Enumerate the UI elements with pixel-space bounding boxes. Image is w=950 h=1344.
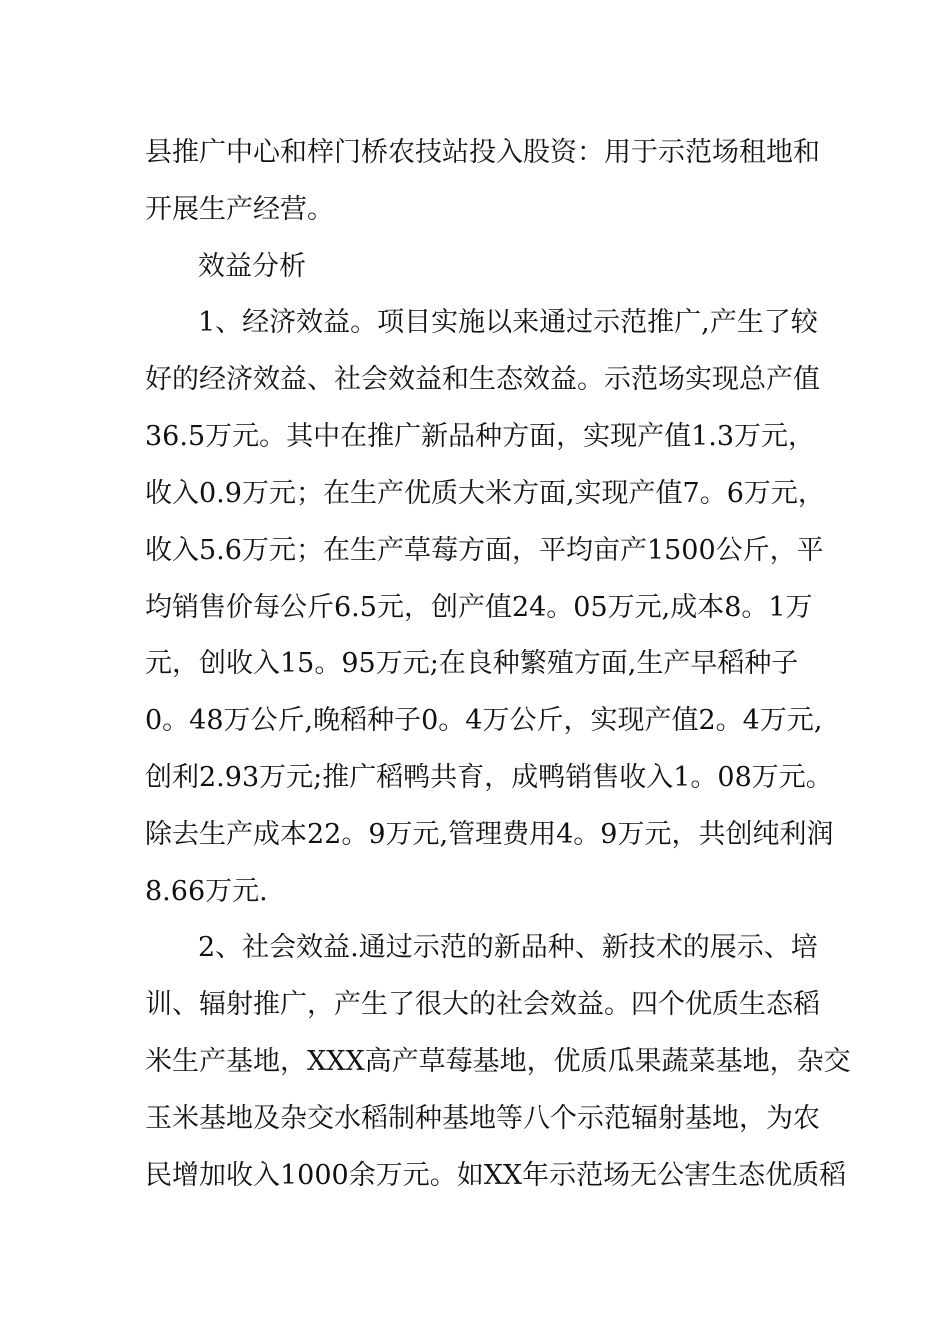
text-line: 开展生产经营。: [145, 194, 334, 225]
text-line: 玉米基地及杂交水稻制种基地等八个示范辐射基地，为农: [145, 1103, 820, 1134]
text-line: 民增加收入1000余万元。如XX年示范场无公害生态优质稻: [145, 1160, 847, 1191]
text-line: 元，创收入15。95万元;在良种繁殖方面,生产早稻种子: [145, 648, 799, 679]
text-line: 收入0.9万元；在生产优质大米方面,实现产值7。6万元，: [145, 478, 825, 509]
text-line: 好的经济效益、社会效益和生态效益。示范场实现总产值: [145, 364, 820, 395]
text-line: 米生产基地，XXX高产草莓基地，优质瓜果蔬菜基地，杂交: [145, 1046, 851, 1077]
text-line: 0。48万公斤,晚稻种子0。4万公斤，实现产值2。4万元,: [145, 705, 823, 736]
text-line: 1、经济效益。项目实施以来通过示范推广,产生了较: [198, 307, 818, 338]
section-heading: 效益分析: [198, 251, 306, 282]
text-line: 训、辐射推广，产生了很大的社会效益。四个优质生态稻: [145, 989, 820, 1020]
text-line: 2、社会效益.通过示范的新品种、新技术的展示、培: [198, 932, 818, 963]
text-line: 收入5.6万元；在生产草莓方面，平均亩产1500公斤，平: [145, 535, 824, 566]
text-line: 均销售价每公斤6.5元，创产值24。05万元,成本8。1万: [145, 592, 813, 623]
text-line: 除去生产成本22。9万元,管理费用4。9万元，共创纯利润: [145, 819, 834, 850]
text-line: 36.5万元。其中在推广新品种方面，实现产值1.3万元，: [145, 421, 816, 452]
text-line: 8.66万元.: [145, 876, 268, 907]
text-line: 县推广中心和梓门桥农技站投入股资：用于示范场租地和: [145, 137, 820, 168]
text-line: 创利2.93万元;推广稻鸭共育，成鸭销售收入1。08万元。: [145, 762, 833, 793]
